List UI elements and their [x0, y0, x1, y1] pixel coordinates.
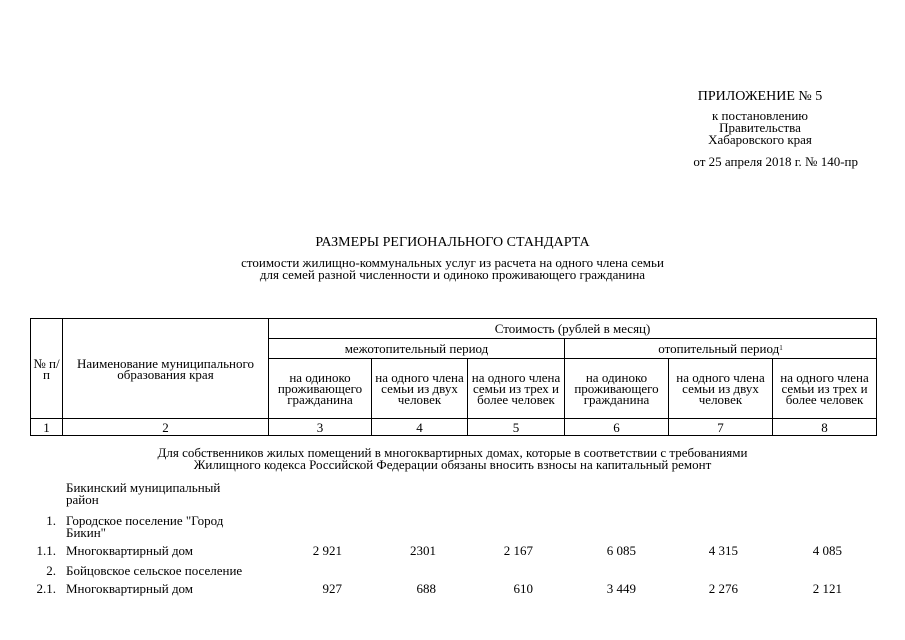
header-period-heating-label: отопительный период [658, 341, 780, 356]
col-number: 5 [468, 419, 565, 436]
appendix-title: ПРИЛОЖЕНИЕ № 5 [697, 89, 823, 104]
section-heading [0, 447, 905, 471]
col-number: 3 [269, 419, 372, 436]
subtitle-line1: стоимости жилищно-коммунальных услуг из расчета на одного члена семьи [241, 255, 664, 270]
value-cell: 3 449 [606, 581, 636, 596]
section-line1: Для собственников жилых помещений в многоквартирных домах, которые в соответствии с требованиями [157, 445, 748, 460]
row-name-line1: Городское поселение "Город [66, 513, 224, 528]
row-number: 1. [46, 513, 56, 528]
row-name [66, 565, 306, 577]
row-number: 2. [46, 563, 56, 578]
document-subtitle [0, 257, 905, 281]
header-col-name: Наименование муниципального образования края [63, 319, 269, 419]
value-cell: 4 315 [708, 543, 738, 558]
subtitle-line2: для семей разной численности и одиноко проживающего гражданина [259, 267, 646, 282]
header-sub-two-2: на одного члена семьи из двух человек [669, 359, 773, 419]
header-sub-single-2: на одиноко проживающего гражданина [565, 359, 669, 419]
header-sub-two-1: на одного члена семьи из двух человек [372, 359, 468, 419]
value-cell: 6 085 [606, 543, 636, 558]
col-number: 7 [669, 419, 773, 436]
header-cost-group: Стоимость (рублей в месяц) [269, 319, 877, 339]
row-name-line1: Бойцовское сельское поселение [66, 563, 243, 578]
header-sub-three-2: на одного члена семьи из трех и более человек [773, 359, 877, 419]
standard-table-header [30, 318, 877, 436]
value-cell: 927 [322, 581, 342, 596]
appendix-block [640, 90, 880, 168]
value-cell: 688 [416, 581, 436, 596]
value-cell: 2301 [410, 543, 436, 558]
row-name [66, 545, 266, 557]
section-line2: Жилищного кодекса Российской Федерации обязаны вносить взносы на капитальный ремонт [193, 457, 712, 472]
value-cell: 2 121 [812, 581, 842, 596]
document-title: РАЗМЕРЫ РЕГИОНАЛЬНОГО СТАНДАРТА [315, 235, 590, 250]
header-col-num: № п/п [31, 319, 63, 419]
appendix-line1: к постановлению [711, 108, 809, 123]
row-name [66, 583, 266, 595]
col-number: 6 [565, 419, 669, 436]
row-name-line1: Бикинский муниципальный [66, 480, 221, 495]
value-cell: 2 276 [708, 581, 738, 596]
header-sub-single-1: на одиноко проживающего гражданина [269, 359, 372, 419]
row-name-line2: район [66, 492, 99, 507]
row-name-line1: Многоквартирный дом [66, 581, 194, 596]
col-number: 8 [773, 419, 877, 436]
col-number: 4 [372, 419, 468, 436]
value-cell: 4 085 [812, 543, 842, 558]
row-name [66, 515, 266, 539]
col-number: 1 [31, 419, 63, 436]
row-number: 2.1. [36, 581, 56, 596]
header-sub-three-1: на одного члена семьи из трех и более человек [468, 359, 565, 419]
appendix-line3: Хабаровского края [708, 132, 812, 147]
appendix-date: от 25 апреля 2018 г. № 140-пр [693, 154, 858, 169]
appendix-line2: Правительства [719, 120, 801, 135]
row-name-line2: Бикин" [66, 525, 106, 540]
value-cell: 2 921 [312, 543, 342, 558]
row-name-line1: Многоквартирный дом [66, 543, 194, 558]
header-period-heating [565, 339, 877, 359]
row-name [66, 482, 266, 506]
row-number: 1.1. [36, 543, 56, 558]
header-period-inter-heating: межотопительный период [269, 339, 565, 359]
col-number: 2 [63, 419, 269, 436]
value-cell: 610 [513, 581, 533, 596]
value-cell: 2 167 [503, 543, 533, 558]
footnote-mark: 1 [779, 344, 783, 352]
